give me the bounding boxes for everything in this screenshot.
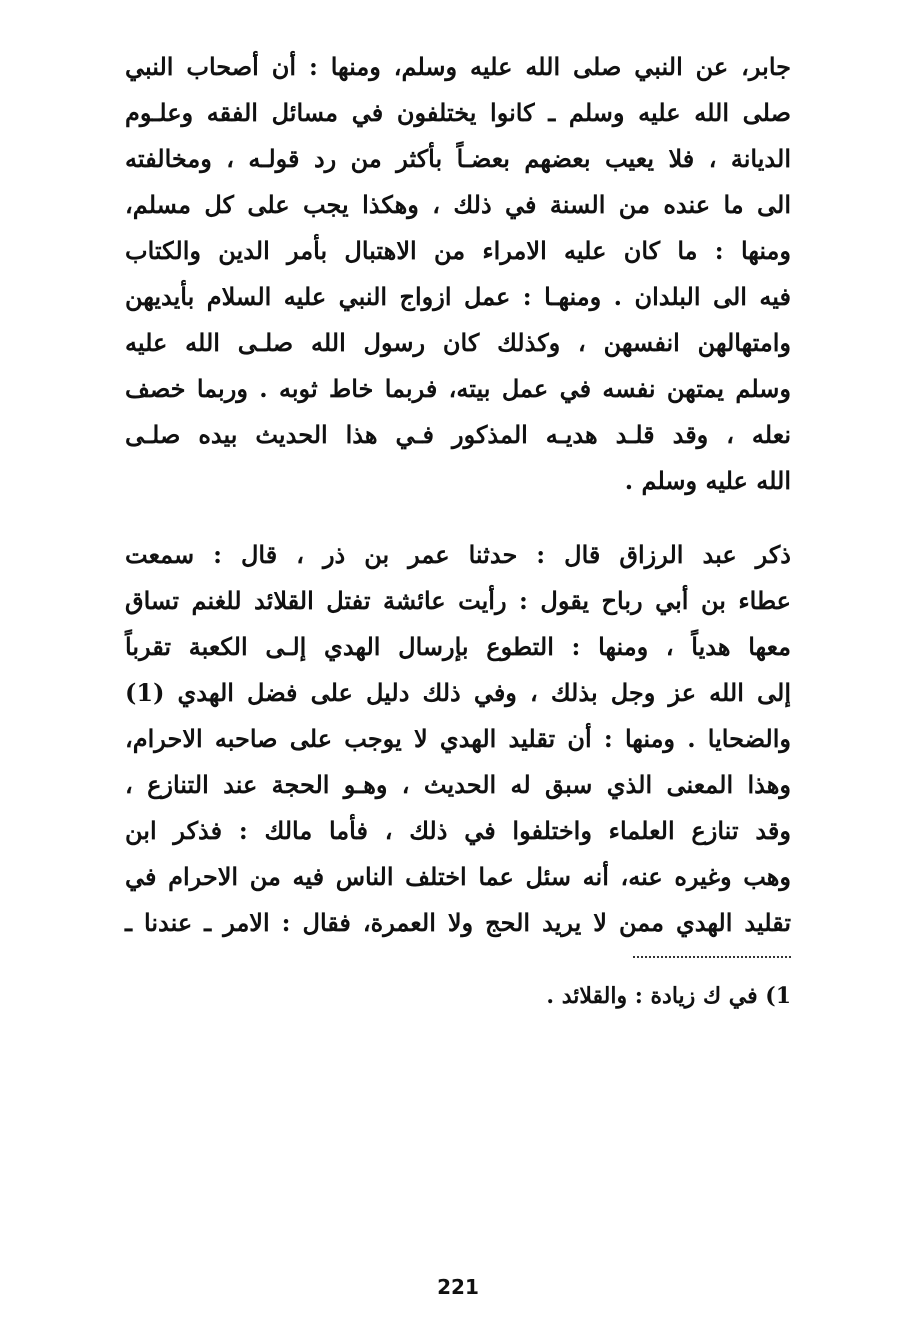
text-line: فيه الى البلدان . ومنهـا : عمل ازواج النبي عليه السلام بأيديهن [125,282,791,311]
text-line: الديانة ، فلا يعيب بعضهم بعضـاً بأكثر من رد قولـه ، ومخالفته [125,144,791,173]
text-line: إلى الله عز وجل بذلك ، وفي ذلك دليل على فضل الهدي (1) [125,678,791,707]
text-line: وهب وغيره عنه، أنه سئل عما اختلف الناس فيه من الاحرام في [125,862,792,891]
text-line: وامتهالهن انفسهن ، وكذلك كان رسول الله صلـى الله عليه [125,328,791,357]
text-line: وهذا المعنى الذي سبق له الحديث ، وهـو الحجة عند التنازع ، [125,770,791,799]
text-line: الى ما عنده من السنة في ذلك ، وهكذا يجب على كل مسلم، [125,190,791,219]
paragraph-2 [125,532,791,946]
text-line: والضحايا . ومنها : أن تقليد الهدي لا يوجب على صاحبه الاحرام، [125,724,791,753]
text-line: ومنها : ما كان عليه الامراء من الاهتبال بأمر الدين والكتاب [125,236,791,265]
text-line: نعله ، وقد قلـد هديـه المذكور فـي هذا الحديث بيده صلـى [125,420,791,449]
paragraph-1 [125,44,791,504]
text-line: تقليد الهدي ممن لا يريد الحج ولا العمرة، فقال : الامر ـ عندنا ـ [125,908,791,937]
text-line: وسلم يمتهن نفسه في عمل بيته، فربما خاط ثوبه . وربما خصف [125,374,791,403]
text-line: الله عليه وسلم . [624,466,791,495]
text-line: صلى الله عليه وسلم ـ كانوا يختلفون في مسائل الفقه وعلـوم [125,98,791,127]
text-line: وقد تنازع العلماء واختلفوا في ذلك ، فأما مالك : فذكر ابن [125,816,791,845]
footnote-divider [633,956,791,958]
footnote: 1) في ك زيادة : والقلائد . [546,983,791,1009]
text-line: معها هدياً ، ومنها : التطوع بإرسال الهدي إلـى الكعبة تقرباً [125,632,791,661]
page-number: 221 [437,1275,479,1299]
text-line: ذكر عبد الرزاق قال : حدثنا عمر بن ذر ، قال : سمعت [125,540,791,569]
text-line: جابر، عن النبي صلى الله عليه وسلم، ومنها : أن أصحاب النبي [125,52,791,81]
text-line: عطاء بن أبي رباح يقول : رأيت عائشة تفتل القلائد للغنم تساق [125,586,792,615]
